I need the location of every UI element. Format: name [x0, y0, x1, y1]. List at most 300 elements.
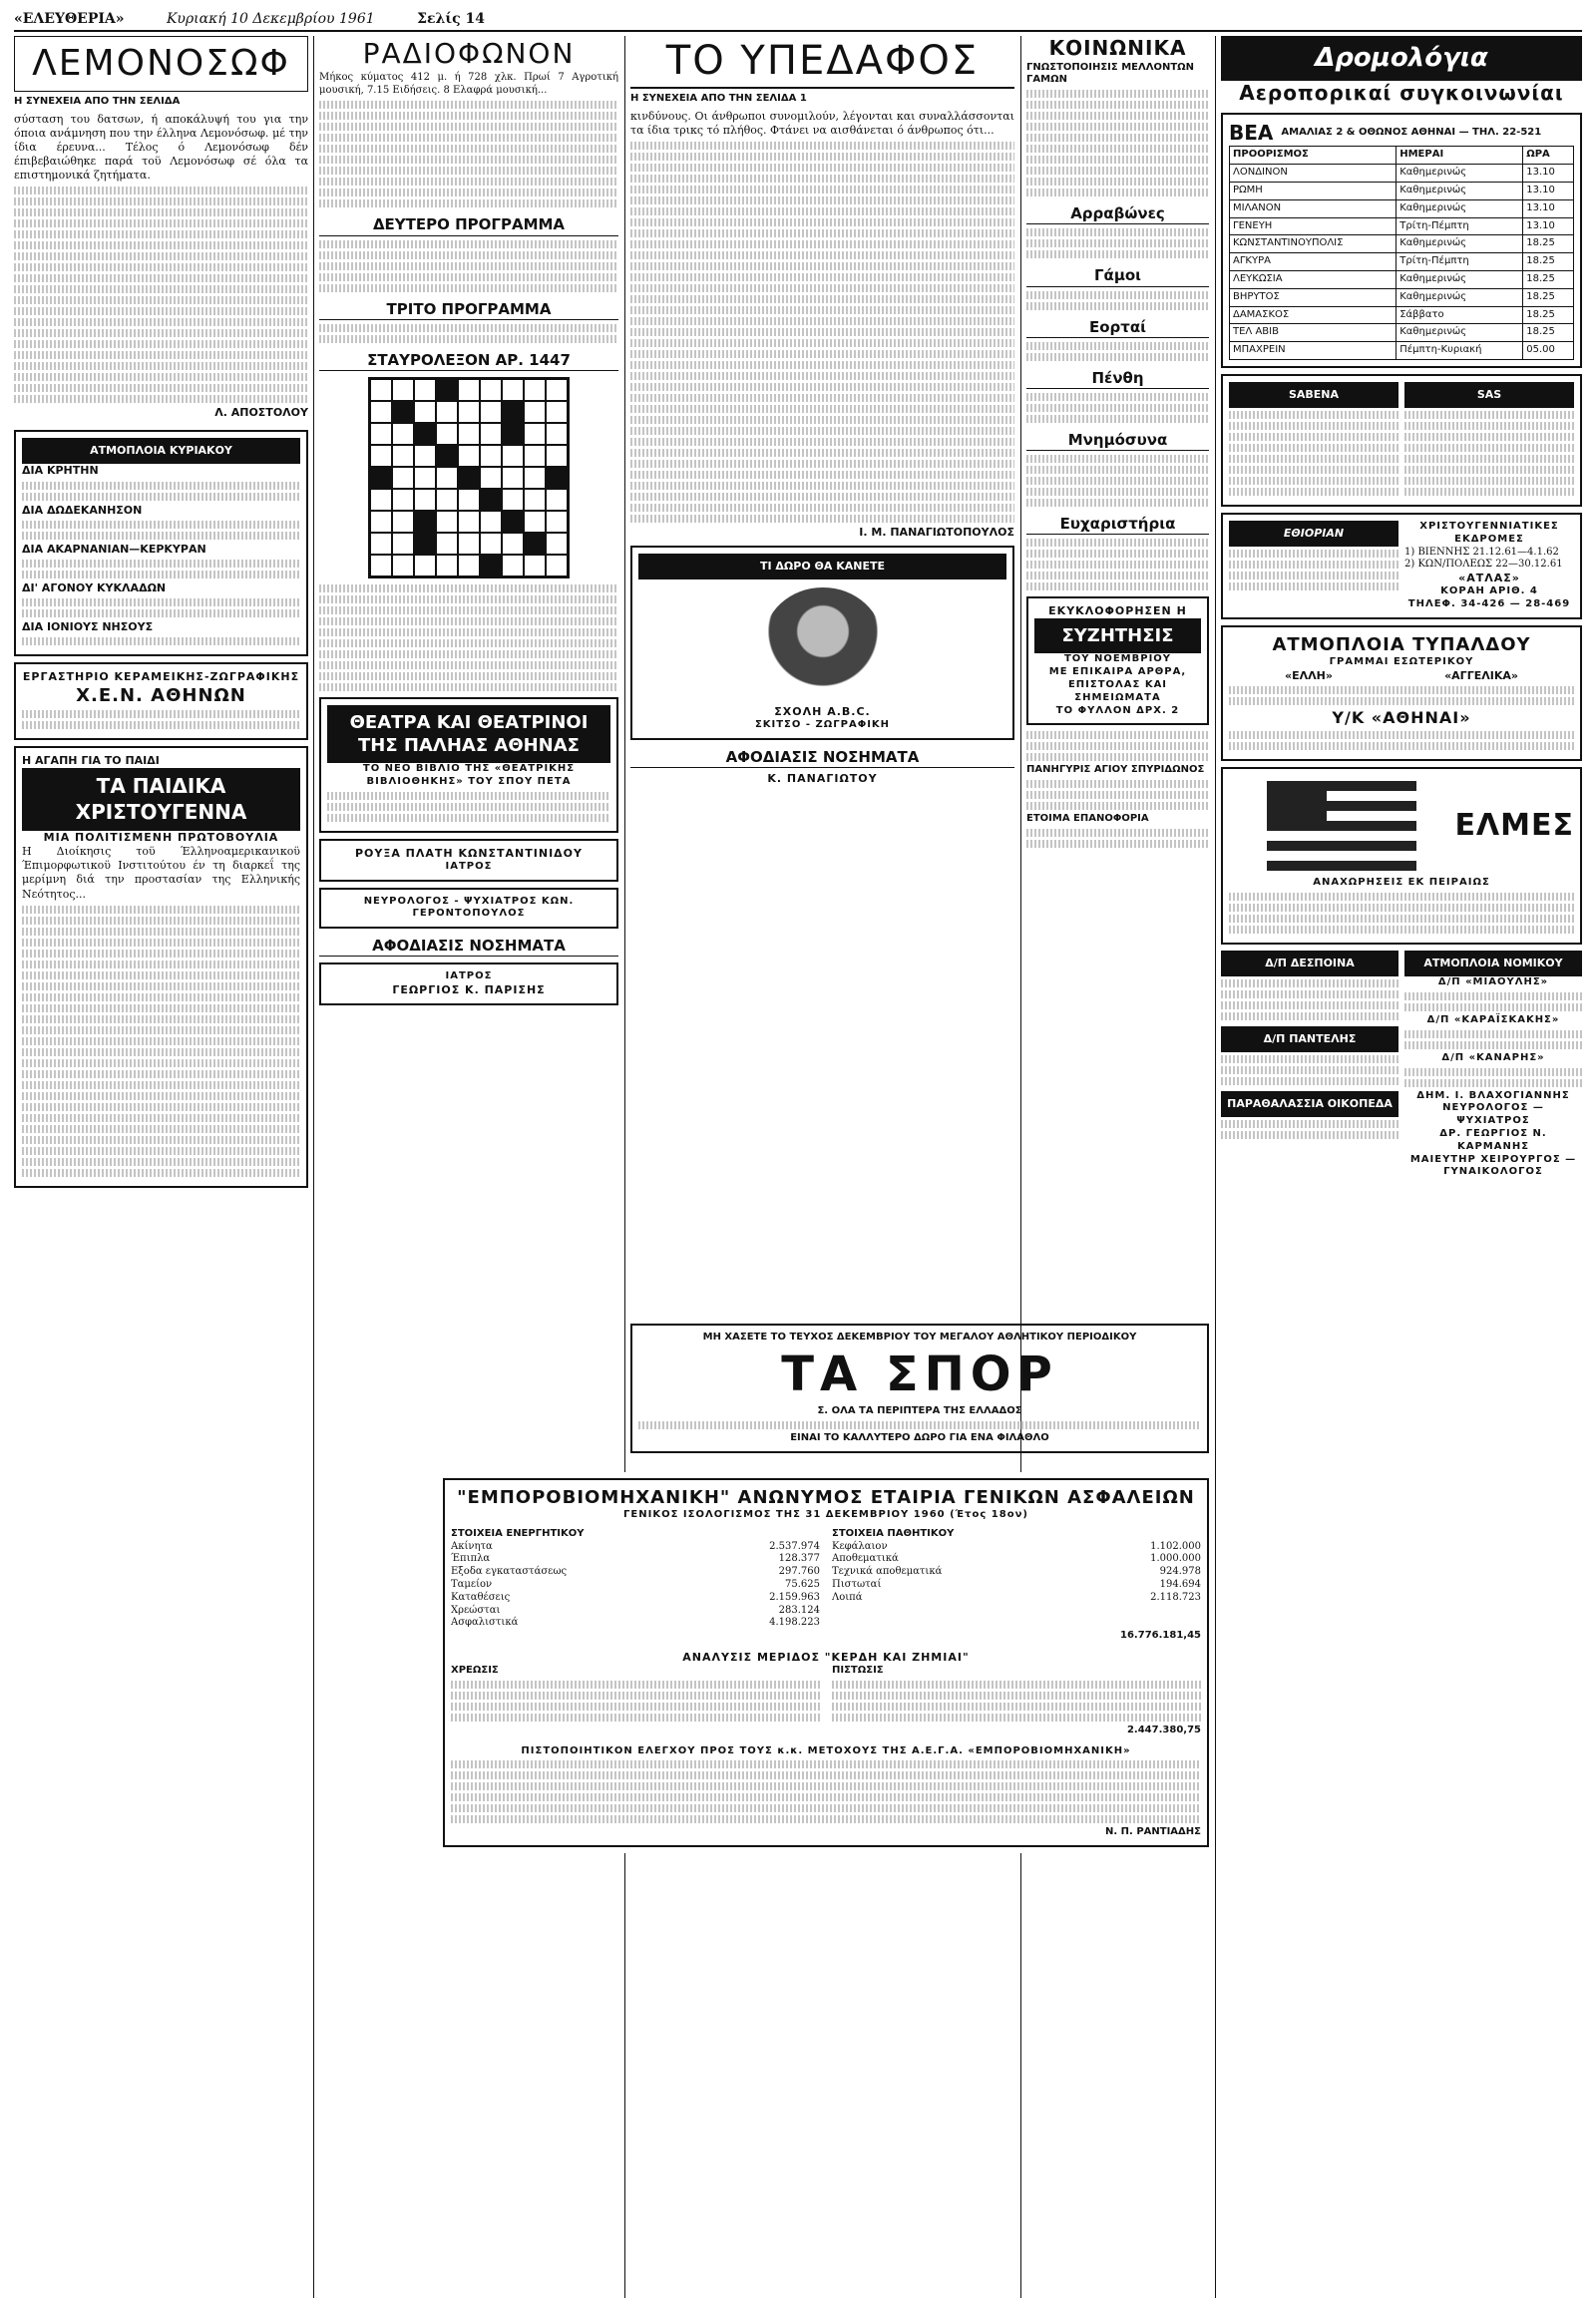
- table-cell: ΚΩΝΣΤΑΝΤΙΝΟΥΠΟΛΙΣ: [1230, 235, 1396, 253]
- table-cell: 18.25: [1523, 288, 1574, 306]
- crossword-cell: [524, 423, 546, 445]
- crossword-cell: [436, 533, 458, 555]
- crossword-cell: [414, 533, 436, 555]
- miaoulis-title: Δ/Π «ΜΙΑΟΥΛΗΣ»: [1437, 976, 1549, 988]
- karaiskakis-title: Δ/Π «ΚΑΡΑΪΣΚΑΚΗΣ»: [1426, 1014, 1560, 1025]
- crossword-cell: [392, 379, 414, 401]
- table-cell: ΜΙΛΑΝΟΝ: [1230, 199, 1396, 217]
- route-crete: ΔΙΑ ΚΡΗΤΗΝ: [22, 464, 99, 478]
- crossword-cell: [502, 555, 524, 577]
- ypedafos-body: κινδύνους. Οι άνθρωποι συνομιλούν, λέγονται και συναλλάσσονται τα ίδια τρικς τό πλήθος. Φτάνει να αισθάνεται ό άνθρωπος ότι...: [630, 109, 1014, 138]
- balance-row: [832, 1592, 1201, 1605]
- table-row: [1230, 235, 1574, 253]
- memorial-heading: Μνημόσυνα: [1026, 431, 1209, 451]
- weddings-heading: Γάμοι: [1026, 266, 1209, 286]
- christmas-subtitle: ΜΙΑ ΠΟΛΙΤΙΣΜΕΝΗ ΠΡΩΤΟΒΟΥΛΙΑ: [43, 831, 279, 845]
- ship-athinai: Υ/Κ «ΑΘΗΝΑΙ»: [1332, 707, 1471, 727]
- balance-label: Ασφαλιστικά: [451, 1617, 519, 1629]
- column-rule: [1215, 36, 1216, 2298]
- radio-body: Μήκος κύματος 412 μ. ή 728 χλκ. Πρωί 7 Αγροτική μουσική, 7.15 Ειδήσεις. 8 Ελαφρά μουσική...: [319, 71, 618, 96]
- table-cell: Καθημερινώς: [1396, 199, 1523, 217]
- crossword-cell: [524, 401, 546, 423]
- crossword-cell: [436, 401, 458, 423]
- crossword-cell: [524, 379, 546, 401]
- column-routes: [1221, 36, 1582, 2298]
- gift-title: ΤΙ ΔΩΡΟ ΘΑ ΚΑΝΕΤΕ: [638, 554, 1006, 579]
- bea-address: ΑΜΑΛΙΑΣ 2 & ΟΘΩΝΟΣ ΑΘΗΝΑΙ — ΤΗΛ. 22-521: [1281, 127, 1542, 139]
- crossword-cell: [502, 489, 524, 511]
- auditor-signature: Ν. Π. ΡΑΝΤΙΑΔΗΣ: [1105, 1826, 1201, 1838]
- crossword-cell: [524, 489, 546, 511]
- table-cell: Καθημερινώς: [1396, 235, 1523, 253]
- table-cell: Καθημερινώς: [1396, 183, 1523, 200]
- ceramics-ad: [14, 662, 308, 740]
- balance-label: Καταθέσεις: [451, 1591, 511, 1603]
- crossword-grid: [368, 377, 570, 578]
- crossword-cell: [414, 379, 436, 401]
- table-cell: 13.10: [1523, 165, 1574, 183]
- crossword-cell: [414, 511, 436, 533]
- ready-heading: ΕΤΟΙΜΑ ΕΠΑΝΟΦΟΡΙΑ: [1026, 813, 1149, 825]
- balance-row: [832, 1579, 1201, 1592]
- crossword-cell: [458, 467, 480, 489]
- crossword-cell: [414, 467, 436, 489]
- page-number: Σελίς 14: [417, 11, 485, 28]
- doctor3-role: ΙΑΤΡΟΣ: [445, 970, 493, 982]
- crossword-cell: [480, 401, 502, 423]
- schedule-header: ΠΡΟΟΡΙΣΜΟΣ: [1230, 147, 1396, 165]
- shipping-logo: ΑΤΜΟΠΛΟΙΑ ΚΥΡΙΑΚΟΥ: [22, 438, 300, 464]
- schedule-header: ΗΜΕΡΑΙ: [1396, 147, 1523, 165]
- crossword-cell: [546, 467, 568, 489]
- crossword-cell: [546, 445, 568, 467]
- balance-row: [451, 1553, 820, 1566]
- analysis-title: ΑΝΑΛΥΣΙΣ ΜΕΡΙΔΟΣ "ΚΕΡΔΗ ΚΑΙ ΖΗΜΙΑΙ": [682, 1651, 970, 1664]
- thanks-heading: Ευχαριστήρια: [1026, 515, 1209, 535]
- balance-label: Αποθεματικά: [832, 1553, 899, 1565]
- school-name: ΣΧΟΛΗ Α.Β.C.: [774, 705, 871, 719]
- crossword-cell: [502, 511, 524, 533]
- issue-date: Κυριακή 10 Δεκεμβρίου 1961: [166, 11, 375, 28]
- caricature-image: [763, 587, 883, 697]
- doctor-vlachogiannis: ΔΗΜ. Ι. ΒΛΑΧΟΓΙΑΝΝΗΣ: [1416, 1089, 1570, 1101]
- doctor-vlachogiannis-role: ΝΕΥΡΟΛΟΓΟΣ — ΨΥΧΙΑΤΡΟΣ: [1442, 1102, 1544, 1127]
- table-cell: ΛΕΥΚΩΣΙΑ: [1230, 271, 1396, 289]
- balance-value: 2.159.963: [769, 1591, 820, 1603]
- table-row: [1230, 306, 1574, 324]
- parties-heading: Εορταί: [1026, 318, 1209, 338]
- table-cell: Σάββατο: [1396, 306, 1523, 324]
- crossword-cell: [546, 423, 568, 445]
- insurance-sub: ΓΕΝΙΚΟΣ ΙΣΟΛΟΓΙΣΜΟΣ ΤΗΣ 31 ΔΕΚΕΜΒΡΙΟΥ 1960 (Έτος 18ον): [623, 1509, 1028, 1521]
- doctor-karmanis-role: ΜΑΙΕΥΤΗΡ ΧΕΙΡΟΥΡΓΟΣ — ΓΥΝΑΙΚΟΛΟΓΟΣ: [1409, 1153, 1577, 1178]
- column-ypedafos: [630, 36, 1014, 2298]
- table-cell: 13.10: [1523, 183, 1574, 200]
- radio-title: ΡΑΔΙΟΦΩΝΟΝ: [362, 37, 576, 70]
- excursions-title: ΧΡΙΣΤΟΥΓΕΝΝΙΑΤΙΚΕΣ ΕΚΔΡΟΜΕΣ: [1419, 521, 1559, 545]
- crossword-cell: [502, 467, 524, 489]
- table-cell: 18.25: [1523, 253, 1574, 271]
- magazine-lead: ΕΚΥΚΛΟΦΟΡΗΣΕΝ Η: [1048, 604, 1187, 618]
- doctor-ad-3: [319, 962, 618, 1005]
- crossword-cell: [480, 533, 502, 555]
- table-row: [1230, 253, 1574, 271]
- christmas-body: Η Διοίκησις τοϋ Έλληνοαμερικανικοϋ Έπιμορφωτικοϋ Ινστιτούτου έν τη διαρκεΐ της μερίμνη διά την προστασίαν της Ελληνικής Νεότητος...: [22, 845, 300, 901]
- magazine-price: ΤΟ ΦΥΛΛΟΝ ΔΡΧ. 2: [1055, 704, 1180, 716]
- balance-row: [451, 1592, 820, 1605]
- crossword-cell: [502, 423, 524, 445]
- article-author: Λ. ΑΠΟΣΤΟΛΟΥ: [214, 406, 308, 420]
- auditors-title: ΠΙΣΤΟΠΟΙΗΤΙΚΟΝ ΕΛΕΓΧΟΥ ΠΡΟΣ ΤΟΥΣ κ.κ. ΜΕΤΟΧΟΥΣ ΤΗΣ Α.Ε.Γ.Α. «ΕΜΠΟΡΟΒΙΟΜΗΧΑΝΙΚΗ»: [521, 1744, 1131, 1756]
- crossword-cell: [370, 401, 392, 423]
- crossword-title: ΣΤΑΥΡΟΛΕΞΟΝ ΑΡ. 1447: [319, 351, 618, 371]
- ypedafos-title: ΤΟ ΥΠΕΔΑΦΟΣ: [630, 36, 1014, 89]
- doctor-panagiotou: Κ. ΠΑΝΑΓΙΩΤΟΥ: [767, 772, 878, 786]
- air-title: Αεροπορικαί συγκοινωνίαι: [1239, 81, 1564, 106]
- doctor-ad-1: [319, 839, 618, 882]
- crossword-cell: [458, 445, 480, 467]
- table-row: [1230, 165, 1574, 183]
- grief-heading: Πένθη: [1026, 369, 1209, 389]
- crossword-cell: [392, 511, 414, 533]
- doctor1-name: ΡΟΥΞΑ ΠΛΑΤΗ ΚΩΝΣΤΑΝΤΙΝΙΔΟΥ: [355, 846, 583, 860]
- sport-ad: [630, 1318, 1209, 1459]
- crossword-cell: [524, 533, 546, 555]
- table-cell: Καθημερινώς: [1396, 271, 1523, 289]
- mourn-label-2: ΑΦΟΔΙΑΣΙΣ ΝΟΣΗΜΑΤΑ: [630, 748, 1014, 768]
- doctor1-role: ΙΑΤΡΟΣ: [445, 860, 493, 872]
- christmas-article: [14, 746, 308, 1188]
- christmas-kicker: Η ΑΓΑΠΗ ΓΙΑ ΤΟ ΠΑΙΔΙ: [22, 753, 160, 767]
- atlas-name: «ΑΤΛΑΣ»: [1458, 572, 1520, 585]
- third-program: ΤΡΙΤΟ ΠΡΟΓΡΑΜΜΑ: [319, 300, 618, 320]
- crossword-cell: [370, 533, 392, 555]
- theatre-sub: ΤΟ ΝΕΟ ΒΙΒΛΙΟ ΤΗΣ «ΘΕΑΤΡΙΚΗΣ ΒΙΒΛΙΟΘΗΚΗΣ» ΤΟΥ ΣΠΟΥ ΠΕΤΑ: [362, 763, 576, 787]
- crossword-cell: [458, 379, 480, 401]
- bea-ad: [1221, 113, 1582, 368]
- balance-label: Κεφάλαιον: [832, 1540, 888, 1552]
- crossword-cell: [436, 445, 458, 467]
- crossword-cell: [546, 489, 568, 511]
- balance-row: [451, 1566, 820, 1579]
- article-kicker: Η ΣΥΝΕΧΕΙΑ ΑΠΟ ΤΗΝ ΣΕΛΙΔΑ: [14, 96, 181, 108]
- mourn-label: ΑΦΟΔΙΑΣΙΣ ΝΟΣΗΜΑΤΑ: [319, 937, 618, 957]
- sport-lead: ΜΗ ΧΑΣΕΤΕ ΤΟ ΤΕΥΧΟΣ ΔΕΚΕΜΒΡΙΟΥ ΤΟΥ ΜΕΓΑΛΟΥ ΑΘΛΗΤΙΚΟΥ ΠΕΡΙΟΔΙΚΟΥ: [702, 1332, 1137, 1343]
- crossword-cell: [546, 379, 568, 401]
- crossword-cell: [546, 511, 568, 533]
- balance-row: [832, 1566, 1201, 1579]
- shipping-ad-kyriakou: [14, 430, 308, 655]
- balance-value: 194.694: [1159, 1579, 1201, 1591]
- table-cell: Καθημερινώς: [1396, 324, 1523, 342]
- column-radio: [319, 36, 618, 2298]
- ypedafos-kicker: Η ΣΥΝΕΧΕΙΑ ΑΠΟ ΤΗΝ ΣΕΛΙΔΑ 1: [630, 93, 807, 105]
- sport-sub: Σ. ΟΛΑ ΤΑ ΠΕΡΙΠΤΕΡΑ ΤΗΣ ΕΛΛΑΔΟΣ: [817, 1405, 1022, 1417]
- crossword-cell: [502, 401, 524, 423]
- crossword-cell: [524, 555, 546, 577]
- table-cell: ΔΑΜΑΣΚΟΣ: [1230, 306, 1396, 324]
- table-cell: Καθημερινώς: [1396, 288, 1523, 306]
- sport-title: ΤΑ ΣΠΟΡ: [781, 1346, 1058, 1402]
- table-cell: 18.25: [1523, 306, 1574, 324]
- balance-label: Ταμείον: [451, 1579, 493, 1591]
- table-row: [1230, 217, 1574, 235]
- doctor2-name: ΝΕΥΡΟΛΟΓΟΣ - ΨΥΧΙΑΤΡΟΣ ΚΩΝ. ΓΕΡΟΝΤΟΠΟΥΛΟΣ: [363, 895, 575, 920]
- ethiopian-excursions: [1221, 513, 1582, 619]
- elmes-logo: ΕΛΜΕΣ: [1454, 808, 1574, 844]
- magazine-title: ΣΥΖΗΤΗΣΙΣ: [1034, 618, 1201, 653]
- table-row: [1230, 342, 1574, 360]
- insurance-balance: [443, 1472, 1209, 1853]
- crossword-cell: [370, 423, 392, 445]
- table-cell: ΒΗΡΥΤΟΣ: [1230, 288, 1396, 306]
- crossword-cell: [546, 533, 568, 555]
- balance-row: [832, 1553, 1201, 1566]
- table-cell: 13.10: [1523, 199, 1574, 217]
- balance-value: 297.760: [778, 1566, 820, 1578]
- crossword-cell: [414, 489, 436, 511]
- crossword-cell: [436, 511, 458, 533]
- doctor-ad-2: [319, 888, 618, 930]
- insurance-title: "ΕΜΠΟΡΟΒΙΟΜΗΧΑΝΙΚΗ" ΑΝΩΝΥΜΟΣ ΕΤΑΙΡΙΑ ΓΕΝΙΚΩΝ ΑΣΦΑΛΕΙΩΝ: [457, 1487, 1195, 1508]
- sabena-logo: SABENA: [1229, 382, 1398, 408]
- table-cell: 05.00: [1523, 342, 1574, 360]
- column-rule: [624, 36, 625, 2298]
- doctor3-name: ΓΕΩΡΓΙΟΣ Κ. ΠΑΡΙΣΗΣ: [392, 983, 546, 997]
- crossword-cell: [392, 423, 414, 445]
- table-cell: ΡΩΜΗ: [1230, 183, 1396, 200]
- bea-logo: BEA: [1229, 120, 1274, 145]
- ship-elli: «ΕΛΛΗ»: [1285, 668, 1333, 682]
- route-cyclades: ΔΙ' ΑΓΟΝΟΥ ΚΥΚΛΑΔΩΝ: [22, 580, 167, 594]
- nomikou-title: ΑΤΜΟΠΛΟΙΑ ΝΟΜΙΚΟΥ: [1404, 951, 1582, 976]
- balance-value: 75.625: [785, 1579, 820, 1591]
- route-islands: ΔΙΑ ΙΟΝΙΟΥΣ ΝΗΣΟΥΣ: [22, 619, 154, 633]
- balance-value: 924.978: [1159, 1566, 1201, 1578]
- crossword-cell: [436, 555, 458, 577]
- article-body: σύσταση του δατσων, ή αποκάλυψή του για την όποια ανάμνηση που την έλληνα Λεμονόσωφ. μέ την ίδια έρευνα... Τέλος ό Λεμονόσωφ δέν έπιβεβαιώθηκε παρά τοϋ Λεμονόσωφ σέ όλα τα επιστημονικά ζητήματα.: [14, 112, 308, 183]
- crossword-cell: [370, 555, 392, 577]
- balance-label: Λοιπά: [832, 1591, 863, 1603]
- crossword-cell: [502, 379, 524, 401]
- social-title: ΚΟΙΝΩΝΙΚΑ: [1048, 36, 1187, 60]
- column-rule: [313, 36, 314, 2298]
- debits-heading: ΧΡΕΩΣΙΣ: [451, 1665, 499, 1677]
- table-row: [1230, 271, 1574, 289]
- balance-value: 2.537.974: [769, 1540, 820, 1552]
- credits-heading: ΠΙΣΤΩΣΙΣ: [832, 1665, 884, 1677]
- crossword-cell: [414, 445, 436, 467]
- doctor-karmanis: ΔΡ. ΓΕΩΡΓΙΟΣ Ν. ΚΑΡΜΑΝΗΣ: [1439, 1127, 1547, 1152]
- article-title: ΛΕΜΟΝΟΣΩΦ: [14, 36, 308, 92]
- crossword-cell: [480, 467, 502, 489]
- elmes-sub: ΑΝΑΧΩΡΗΣΕΙΣ ΕΚ ΠΕΙΡΑΙΩΣ: [1313, 877, 1490, 889]
- typaldou-ad: [1221, 625, 1582, 761]
- table-cell: ΤΕΛ ΑΒΙΒ: [1230, 324, 1396, 342]
- table-cell: 13.10: [1523, 217, 1574, 235]
- balance-label: Εξοδα εγκαταστάσεως: [451, 1566, 568, 1578]
- sas-logo: SAS: [1404, 382, 1574, 408]
- masthead: [14, 10, 1582, 32]
- analysis-total: [451, 1725, 1201, 1737]
- crossword-cell: [502, 445, 524, 467]
- sport-foot: ΕΙΝΑΙ ΤΟ ΚΑΛΛΥΤΕΡΟ ΔΩΡΟ ΓΙΑ ΕΝΑ ΦΙΛΑΘΛΟ: [790, 1432, 1049, 1444]
- crossword-cell: [436, 467, 458, 489]
- paper-name: «ΕΛΕΥΘΕΡΙΑ»: [14, 11, 125, 28]
- despina-title: Δ/Π ΔΕΣΠΟΙΝΑ: [1221, 951, 1398, 976]
- theatre-title: ΘΕΑΤΡΑ ΚΑΙ ΘΕΑΤΡΙΝΟΙ ΤΗΣ ΠΑΛΗΑΣ ΑΘΗΝΑΣ: [327, 705, 610, 763]
- magazine-month: ΤΟΥ ΝΟΕΜΒΡΙΟΥ: [1063, 653, 1172, 665]
- magazine-sub: ΜΕ ΕΠΙΚΑΙΡΑ ΑΡΘΡΑ, ΕΠΙΣΤΟΛΑΣ ΚΑΙ ΣΗΜΕΙΩΜΑΤΑ: [1048, 666, 1187, 703]
- route-dodecanese: ΔΙΑ ΔΩΔΕΚΑΝΗΣΟΝ: [22, 503, 143, 517]
- trip-1: 1) ΒΙΕΝΝΗΣ 21.12.61—4.1.62: [1404, 546, 1559, 558]
- gift-ad: [630, 546, 1014, 740]
- total2-value: 2.447.380,75: [1126, 1724, 1201, 1735]
- kanaris-title: Δ/Π «ΚΑΝΑΡΗΣ»: [1441, 1051, 1545, 1063]
- assets-block: [451, 1528, 820, 1630]
- crossword-cell: [480, 423, 502, 445]
- schedule-header: ΩΡΑ: [1523, 147, 1574, 165]
- table-row: [1230, 288, 1574, 306]
- table-row: [1230, 324, 1574, 342]
- table-cell: ΑΓΚΥΡΑ: [1230, 253, 1396, 271]
- balance-row: [451, 1541, 820, 1554]
- atlas-address: ΚΟΡΑΗ ΑΡΙΘ. 4: [1440, 585, 1538, 597]
- ypedafos-author: Ι. Μ. ΠΑΝΑΓΙΩΤΟΠΟΥΛΟΣ: [859, 526, 1014, 540]
- crossword-cell: [414, 401, 436, 423]
- crossword-cell: [458, 533, 480, 555]
- table-cell: ΜΠΑΧΡΕΙΝ: [1230, 342, 1396, 360]
- table-cell: 18.25: [1523, 271, 1574, 289]
- crossword-cell: [458, 555, 480, 577]
- crossword-cell: [480, 445, 502, 467]
- balance-value: 1.102.000: [1150, 1540, 1201, 1552]
- crossword-cell: [458, 511, 480, 533]
- routes-title: Δρομολόγια: [1221, 36, 1582, 81]
- crossword-cell: [502, 533, 524, 555]
- crossword-cell: [414, 555, 436, 577]
- crossword-cell: [370, 489, 392, 511]
- ship-angeliki: «ΑΓΓΕΛΙΚΑ»: [1444, 668, 1518, 682]
- crossword-cell: [546, 401, 568, 423]
- crossword-cell: [524, 511, 546, 533]
- crossword-cell: [370, 467, 392, 489]
- balance-value: 2.118.723: [1150, 1591, 1201, 1603]
- table-cell: Τρίτη-Πέμπτη: [1396, 253, 1523, 271]
- balance-label: Πιστωταί: [832, 1579, 882, 1591]
- magazine-ad: [1026, 596, 1209, 725]
- crossword-cell: [392, 467, 414, 489]
- trip-2: 2) ΚΩΝ/ΠΟΛΕΩΣ 22—30.12.61: [1404, 559, 1563, 571]
- sabena-sas-ad: [1221, 374, 1582, 507]
- crossword-cell: [524, 467, 546, 489]
- table-cell: ΓΕΝΕΥΗ: [1230, 217, 1396, 235]
- crossword-cell: [546, 555, 568, 577]
- panteleis-title: Δ/Π ΠΑΝΤΕΛΗΣ: [1221, 1026, 1398, 1052]
- balance-value: 128.377: [778, 1553, 820, 1565]
- engaged-heading: Αρραβώνες: [1026, 204, 1209, 224]
- typaldou-title: ΑΤΜΟΠΛΟΙΑ ΤΥΠΑΛΔΟΥ: [1272, 633, 1531, 655]
- balance-row: [832, 1541, 1201, 1554]
- crossword-cell: [458, 401, 480, 423]
- table-cell: 18.25: [1523, 324, 1574, 342]
- liabilities-heading: ΣΤΟΙΧΕΙΑ ΠΑΘΗΤΙΚΟΥ: [832, 1527, 955, 1539]
- ethiopian-logo: ΕΘΙΟΡΙΑΝ: [1229, 521, 1398, 547]
- table-cell: Τρίτη-Πέμπτη: [1396, 217, 1523, 235]
- column-rule: [1020, 36, 1021, 2298]
- crossword-cell: [524, 445, 546, 467]
- crossword-cell: [436, 379, 458, 401]
- crossword-cell: [480, 489, 502, 511]
- crossword-cell: [458, 489, 480, 511]
- crossword-cell: [392, 401, 414, 423]
- domestic-lines: ΓΡΑΜΜΑΙ ΕΣΩΤΕΡΙΚΟΥ: [1329, 655, 1474, 667]
- column-lemonosof: [14, 36, 308, 2298]
- balance-row: [451, 1605, 820, 1618]
- crossword-cell: [436, 423, 458, 445]
- crossword-cell: [480, 511, 502, 533]
- crossword-cell: [392, 445, 414, 467]
- school-sub: ΣΚΙΤΣΟ - ΖΩΓΡΑΦΙΚΗ: [754, 719, 891, 731]
- xen-logo: Χ.Ε.Ν. ΑΘΗΝΩΝ: [76, 684, 246, 706]
- crossword-cell: [370, 445, 392, 467]
- balance-label: Έπιπλα: [451, 1553, 491, 1565]
- table-row: [1230, 183, 1574, 200]
- table-cell: 18.25: [1523, 235, 1574, 253]
- liabilities-block: [832, 1528, 1201, 1630]
- workshop-title: ΕΡΓΑΣΤΗΡΙΟ ΚΕΡΑΜΕΙΚΗΣ-ΖΩΓΡΑΦΙΚΗΣ: [22, 669, 300, 683]
- crossword-cell: [480, 555, 502, 577]
- table-cell: Καθημερινώς: [1396, 165, 1523, 183]
- balance-row: [451, 1579, 820, 1592]
- balance-label: Ακίνητα: [451, 1540, 493, 1552]
- balance-label: Τεχνικά αποθεματικά: [832, 1566, 943, 1578]
- balance-value: 283.124: [778, 1604, 820, 1616]
- assets-heading: ΣΤΟΙΧΕΙΑ ΕΝΕΡΓΗΤΙΚΟΥ: [451, 1527, 585, 1539]
- table-cell: Πέμπτη-Κυριακή: [1396, 342, 1523, 360]
- crossword-cell: [392, 555, 414, 577]
- balance-value: 1.000.000: [1150, 1553, 1201, 1565]
- table-row: [1230, 199, 1574, 217]
- engagement-heading: ΓΝΩΣΤΟΠΟΙΗΣΙΣ ΜΕΛΛΟΝΤΩΝ ΓΑΜΩΝ: [1026, 61, 1195, 86]
- crossword-cell: [370, 511, 392, 533]
- bea-schedule: [1229, 146, 1574, 360]
- greek-flag-image: [1267, 781, 1416, 871]
- balance-label: Χρεώσται: [451, 1604, 501, 1616]
- theatre-ad: [319, 697, 618, 833]
- crossword-cell: [480, 379, 502, 401]
- balance-total: [451, 1630, 1201, 1643]
- crossword-cell: [392, 533, 414, 555]
- fair-heading: ΠΑΝΗΓΥΡΙΣ ΑΓΙΟΥ ΣΠΥΡΙΔΩΝΟΣ: [1026, 764, 1205, 776]
- route-ionian: ΔΙΑ ΑΚΑΡΝΑΝΙΑΝ—ΚΕΡΚΥΡΑΝ: [22, 542, 206, 556]
- table-cell: ΛΟΝΔΙΝΟΝ: [1230, 165, 1396, 183]
- crossword-cell: [392, 489, 414, 511]
- crossword-cell: [436, 489, 458, 511]
- balance-value: 4.198.223: [769, 1617, 820, 1629]
- elmes-ad: [1221, 767, 1582, 945]
- crossword-cell: [458, 423, 480, 445]
- parathalassia-title: ΠΑΡΑΘΑΛΑΣΣΙΑ ΟΙΚΟΠΕΔΑ: [1221, 1091, 1398, 1117]
- total-value: 16.776.181,45: [1120, 1630, 1201, 1642]
- crossword-cell: [414, 423, 436, 445]
- second-program: ΔΕΥΤΕΡΟ ΠΡΟΓΡΑΜΜΑ: [319, 215, 618, 235]
- crossword-cell: [370, 379, 392, 401]
- atlas-phone: ΤΗΛΕΦ. 34-426 — 28-469: [1407, 598, 1571, 610]
- christmas-title: ΤΑ ΠΑΙΔΙΚΑ ΧΡΙΣΤΟΥΓΕΝΝΑ: [22, 768, 300, 831]
- balance-row: [451, 1617, 820, 1630]
- column-social: [1026, 36, 1209, 2298]
